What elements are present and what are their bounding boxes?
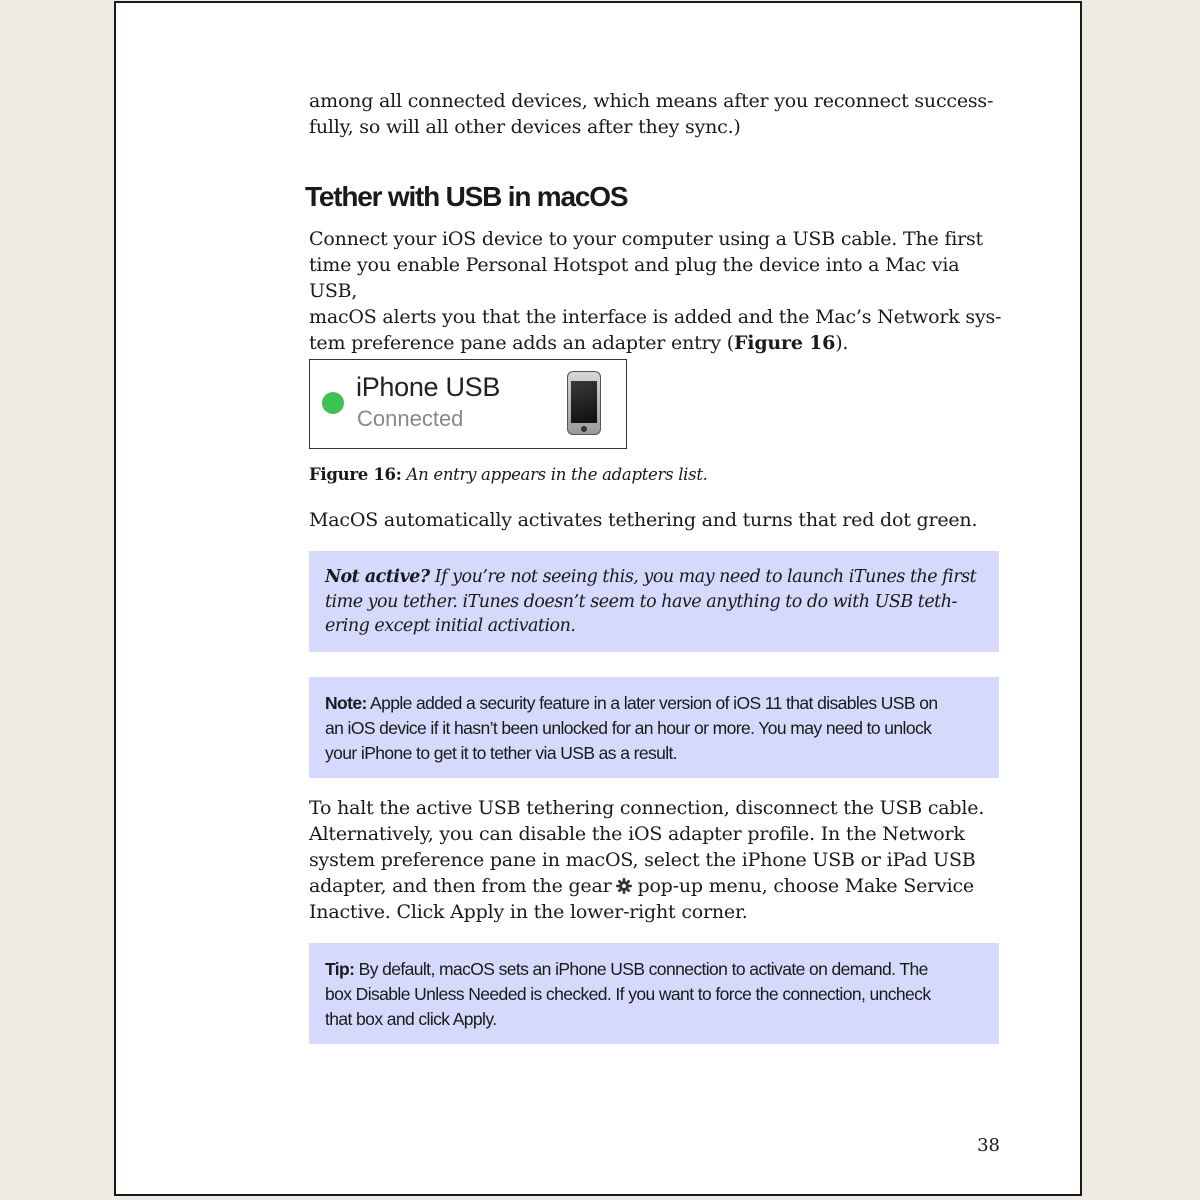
not-active-line-2: time you tether. iTunes doesn’t seem to have anything to do with USB teth- <box>325 591 957 612</box>
tip-label: Tip: <box>325 959 355 979</box>
halt-line-2: Alternatively, you can disable the iOS adapter profile. In the Network <box>309 823 965 845</box>
note-line-1 <box>325 691 983 716</box>
status-dot-icon <box>322 392 344 414</box>
tip-line-1 <box>325 957 983 982</box>
halt-line-3: system preference pane in macOS, select the iPhone USB or iPad USB <box>309 849 976 871</box>
connect-paragraph <box>309 226 1005 356</box>
tip-text-1: By default, macOS sets an iPhone USB connection to activate on demand. The <box>354 959 928 979</box>
halt-line-4-pre: adapter, and then from the gear <box>309 875 612 897</box>
intro-line-1: among all connected devices, which means after you reconnect success- <box>309 90 994 112</box>
adapter-title: iPhone USB <box>356 372 501 402</box>
not-active-line-1 <box>325 565 983 590</box>
not-active-label: Not active? <box>325 567 430 587</box>
page-number: 38 <box>977 1135 1000 1156</box>
halt-line-1: To halt the active USB tethering connection, disconnect the USB cable. <box>309 797 985 819</box>
connect-line-2: time you enable Personal Hotspot and plug the device into a Mac via USB, <box>309 254 960 302</box>
connect-line-4-post: ). <box>835 332 849 354</box>
callout-tip <box>309 943 999 1044</box>
note-label: Note: <box>325 693 367 713</box>
adapter-figure <box>309 359 627 449</box>
not-active-line-3: ering except initial activation. <box>325 616 576 636</box>
iphone-screen <box>571 381 597 423</box>
iphone-icon <box>567 371 601 435</box>
callout-not-active <box>309 551 999 652</box>
intro-paragraph <box>309 88 1005 140</box>
figure-reference: Figure 16 <box>734 332 836 354</box>
intro-line-2: fully, so will all other devices after they sync.) <box>309 116 741 138</box>
connect-line-4 <box>309 330 1005 356</box>
adapter-status: Connected <box>357 406 464 431</box>
not-active-text-1: If you’re not seeing this, you may need to launch iTunes the first <box>429 567 977 587</box>
tip-line-2: box Disable Unless Needed is checked. If you want to force the connection, uncheck <box>325 984 931 1004</box>
halt-line-4-post: pop-up menu, choose Make Service <box>637 875 974 897</box>
caption-label: Figure 16: <box>309 465 402 484</box>
caption-text: An entry appears in the adapters list. <box>406 465 708 484</box>
halt-paragraph <box>309 795 1005 925</box>
callout-note <box>309 677 999 778</box>
section-heading: Tether with USB in macOS <box>305 181 628 212</box>
figure-caption <box>309 465 708 484</box>
gear-icon <box>615 877 633 895</box>
iphone-home-button <box>581 426 587 432</box>
connect-line-3: macOS alerts you that the interface is added and the Mac’s Network sys- <box>309 306 1002 328</box>
activate-paragraph: MacOS automatically activates tethering and turns that red dot green. <box>309 509 978 531</box>
connect-line-1: Connect your iOS device to your computer using a USB cable. The first <box>309 228 983 250</box>
note-line-3: your iPhone to get it to tether via USB as a result. <box>325 743 678 763</box>
document-page <box>114 1 1082 1196</box>
note-line-2: an iOS device if it hasn’t been unlocked for an hour or more. You may need to unlock <box>325 718 932 738</box>
halt-line-4 <box>309 873 1005 899</box>
halt-line-5: Inactive. Click Apply in the lower-right corner. <box>309 901 748 923</box>
tip-line-3: that box and click Apply. <box>325 1009 497 1029</box>
note-text-1: Apple added a security feature in a later version of iOS 11 that disables USB on <box>366 693 938 713</box>
connect-line-4-pre: tem preference pane adds an adapter entry ( <box>309 332 735 354</box>
